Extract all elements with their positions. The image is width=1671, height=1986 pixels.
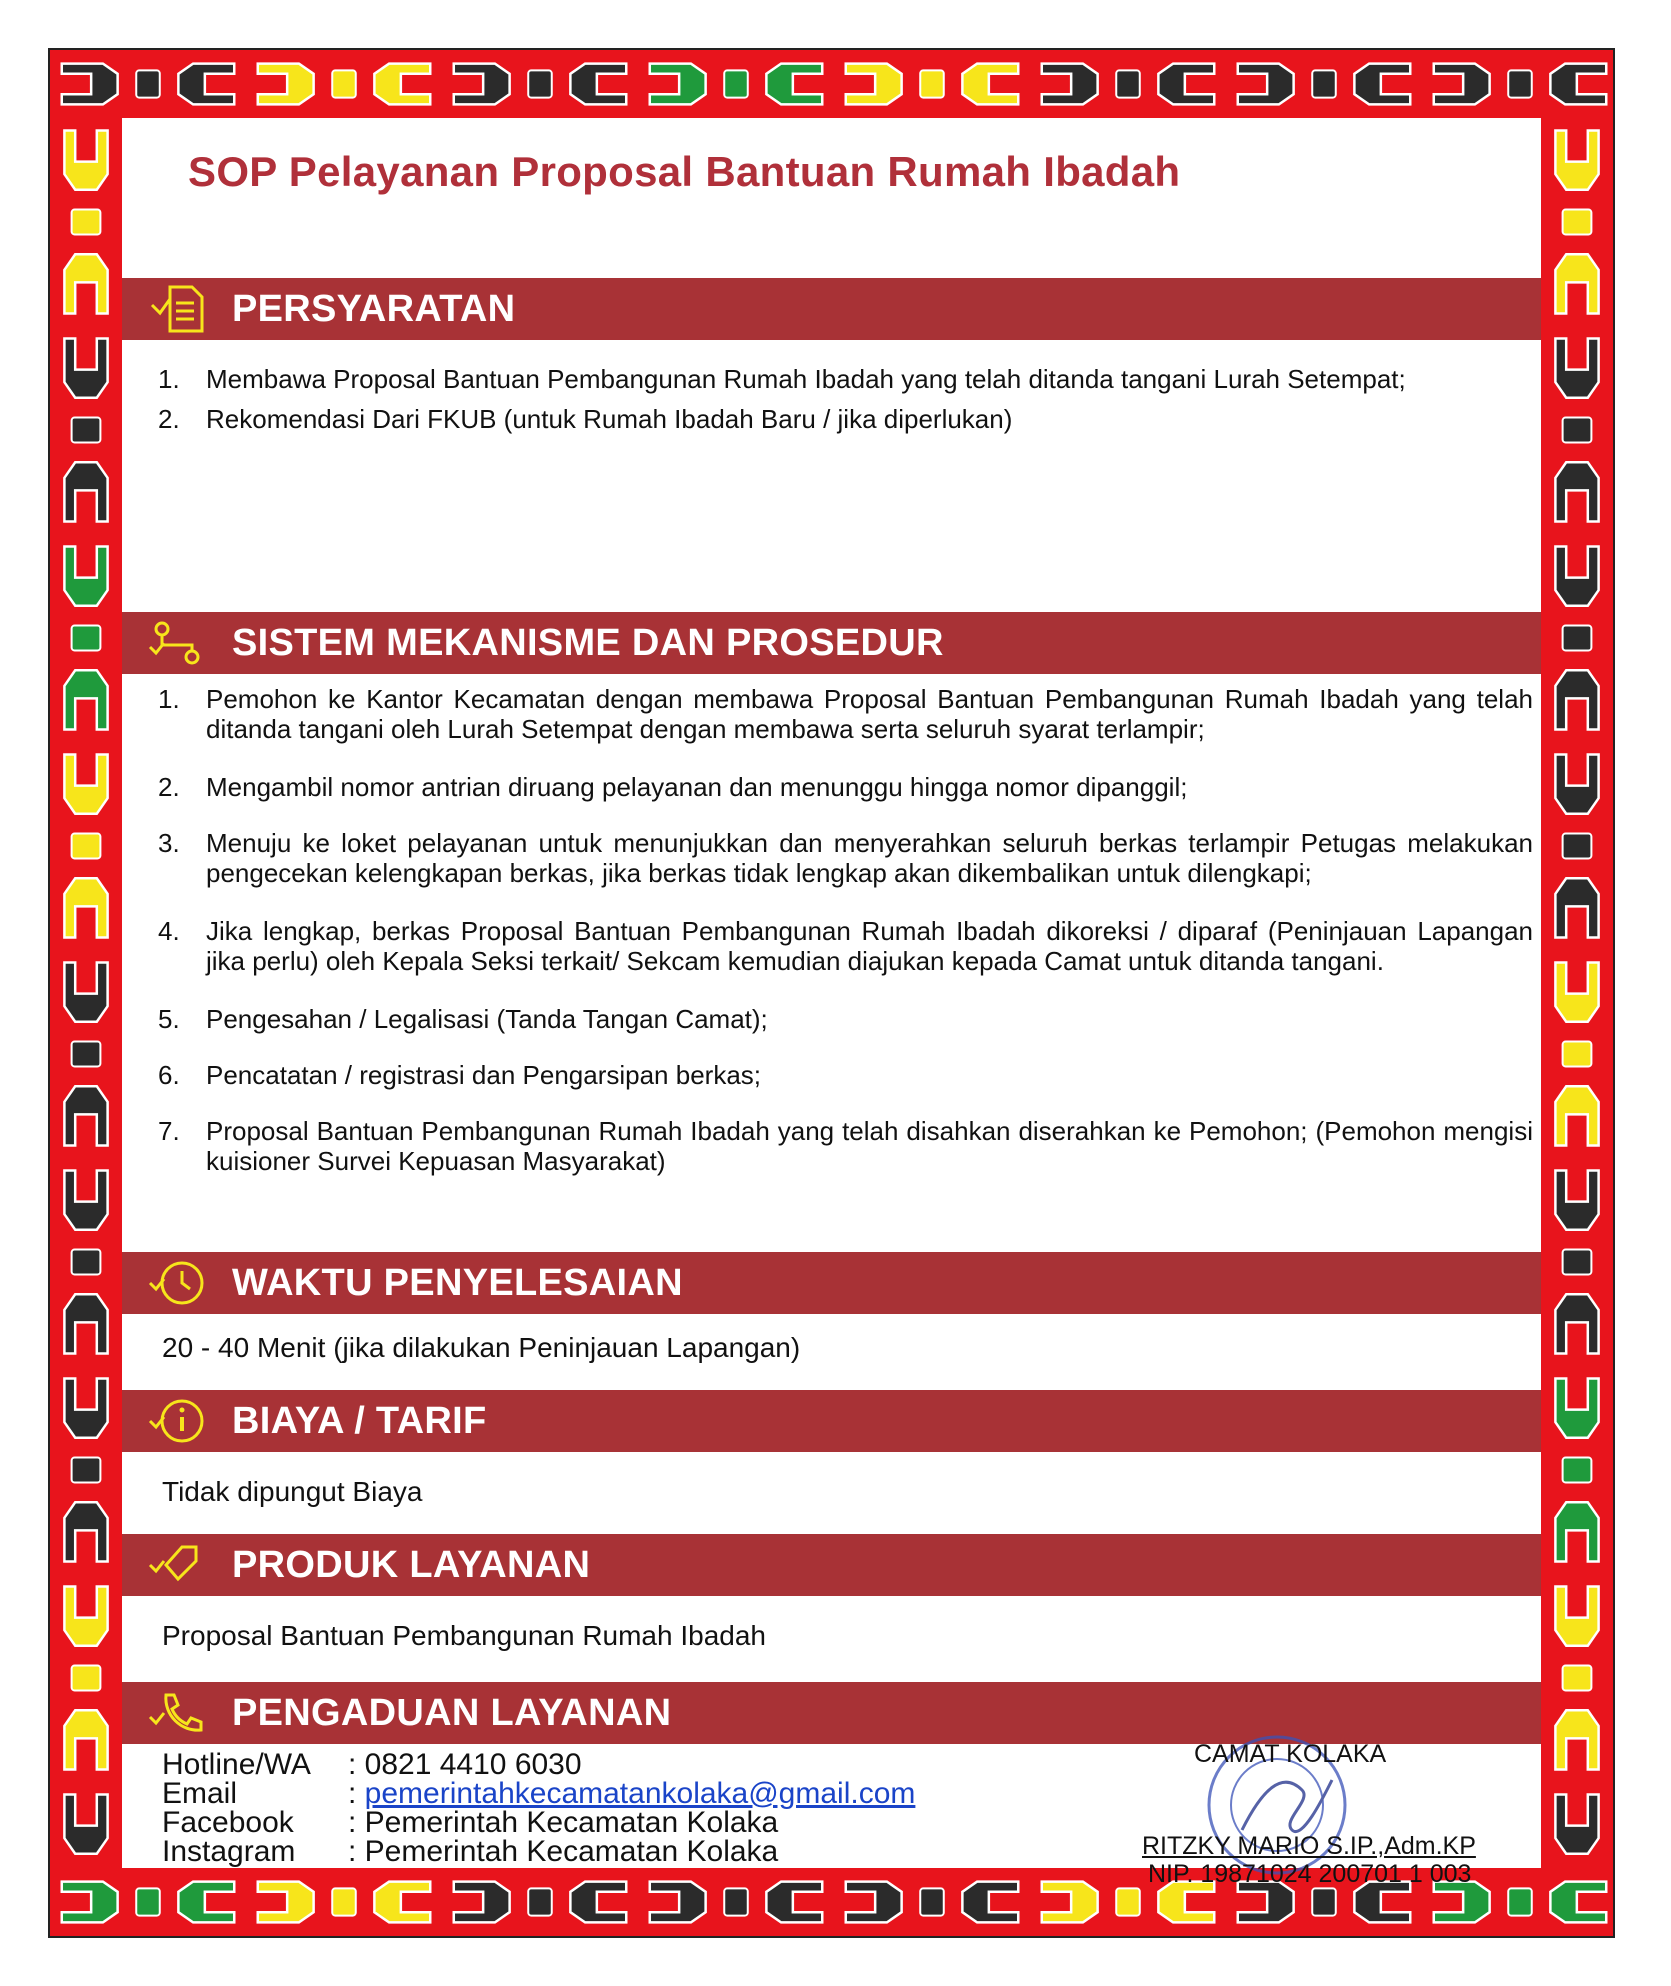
border-motif — [50, 1574, 122, 1782]
tag-icon — [138, 1537, 218, 1593]
border-motif — [50, 1158, 122, 1366]
border-motif — [50, 1366, 122, 1574]
list-item: 3. Menuju ke loket pelayanan untuk menunjukkan dan menyerahkan seluruh berkas terlampir Petugas melakukan pengecekan kelengkapan berkas, jika berkas tidak lengkap akan dikembalikan untuk dilengkapi; — [158, 828, 1533, 888]
border-motif — [834, 1868, 1030, 1936]
list-item: 2. Rekomendasi Dari FKUB (untuk Rumah Ibadah Baru / jika diperlukan) — [158, 404, 1013, 434]
border-motif — [1541, 534, 1613, 742]
section-label: SISTEM MEKANISME DAN PROSEDUR — [232, 621, 944, 664]
produk-text: Proposal Bantuan Pembangunan Rumah Ibadah — [162, 1620, 766, 1651]
content-area — [122, 118, 1541, 1888]
border-motif — [1541, 118, 1613, 326]
page-title: SOP Pelayanan Proposal Bantuan Rumah Ibadah — [188, 148, 1181, 195]
list-item: 1. Membawa Proposal Bantuan Pembangunan Rumah Ibadah yang telah ditanda tangani Lurah Setempat; — [158, 364, 1406, 394]
border-motif — [1541, 950, 1613, 1158]
border-motif — [50, 950, 122, 1158]
persyaratan-list — [158, 364, 1531, 444]
border-motif — [1030, 50, 1226, 118]
border-motif — [1541, 1782, 1613, 1868]
waktu-text: 20 - 40 Menit (jika dilakukan Peninjauan Lapangan) — [162, 1332, 801, 1363]
border-motif — [50, 534, 122, 742]
border-motif — [246, 1868, 442, 1936]
ornament-border-top — [50, 50, 1613, 118]
border-motif — [50, 50, 246, 118]
border-motif — [638, 50, 834, 118]
section-header-prosedur — [122, 612, 1541, 674]
border-motif — [50, 1868, 246, 1936]
signatory-position: CAMAT KOLAKA — [1194, 1740, 1387, 1768]
border-motif — [50, 742, 122, 950]
section-header-waktu — [122, 1252, 1541, 1314]
border-motif — [638, 1868, 834, 1936]
list-item: 4. Jika lengkap, berkas Proposal Bantuan Pembangunan Rumah Ibadah dikoreksi / diparaf (Peninjauan Lapangan jika perlu) oleh Kepala Seksi terkait/ Sekcam kemudian diajukan kepada Camat untuk ditanda tangani. — [158, 916, 1533, 976]
contact-row-hotline: Hotline/WA : 0821 4410 6030 — [162, 1748, 582, 1781]
border-motif — [50, 1782, 122, 1868]
prosedur-list — [158, 684, 1533, 1176]
contact-row-email: Email : pemerintahkecamatankolaka@gmail.com — [162, 1777, 916, 1810]
border-motif — [50, 118, 122, 326]
flow-process-icon — [138, 615, 218, 671]
list-item: 1. Pemohon ke Kantor Kecamatan dengan membawa Proposal Bantuan Pembangunan Rumah Ibadah yang telah ditanda tangani oleh Lurah Setempat dengan membawa serta seluruh syarat terlampir; — [158, 684, 1533, 744]
section-label: BIAYA / TARIF — [232, 1399, 487, 1442]
info-icon — [138, 1393, 218, 1449]
section-label: PENGADUAN LAYANAN — [232, 1691, 672, 1734]
contact-row-instagram: Instagram : Pemerintah Kecamatan Kolaka — [162, 1835, 779, 1868]
border-motif — [1541, 1574, 1613, 1782]
section-header-persyaratan — [122, 278, 1541, 340]
contact-row-facebook: Facebook : Pemerintah Kecamatan Kolaka — [162, 1806, 779, 1839]
section-label: PERSYARATAN — [232, 287, 516, 330]
border-motif — [1541, 326, 1613, 534]
border-motif — [1422, 50, 1613, 118]
border-motif — [834, 50, 1030, 118]
border-motif — [1226, 50, 1422, 118]
list-item: 5. Pengesahan / Legalisasi (Tanda Tangan Camat); — [158, 1004, 768, 1034]
list-item: 6. Pencatatan / registrasi dan Pengarsipan berkas; — [158, 1060, 762, 1090]
section-header-biaya — [122, 1390, 1541, 1452]
contact-info — [162, 1750, 915, 1866]
border-motif — [50, 326, 122, 534]
section-label: PRODUK LAYANAN — [232, 1543, 591, 1586]
document-check-icon — [138, 281, 218, 337]
signatory-nip: NIP. 19871024 200701 1 003 — [1148, 1860, 1472, 1888]
section-header-produk — [122, 1534, 1541, 1596]
border-motif — [442, 1868, 638, 1936]
email-link[interactable]: pemerintahkecamatankolaka@gmail.com — [364, 1777, 916, 1810]
section-label: WAKTU PENYELESAIAN — [232, 1261, 683, 1304]
border-motif — [1541, 1158, 1613, 1366]
ornament-border-left — [50, 118, 122, 1868]
ornament-border-right — [1541, 118, 1613, 1868]
border-motif — [1541, 742, 1613, 950]
list-item: 7. Proposal Bantuan Pembangunan Rumah Ibadah yang telah disahkan diserahkan ke Pemohon; (Pemohon mengisi kuisioner Survei Kepuasan Masyarakat) — [158, 1116, 1533, 1176]
list-item: 2. Mengambil nomor antrian diruang pelayanan dan menunggu hingga nomor dipanggil; — [158, 772, 1188, 802]
sop-poster — [48, 48, 1615, 1938]
phone-icon — [138, 1685, 218, 1741]
border-motif — [246, 50, 442, 118]
border-motif — [442, 50, 638, 118]
clock-icon — [138, 1255, 218, 1311]
border-motif — [1541, 1366, 1613, 1574]
signatory-name: RITZKY MARIO S.IP.,Adm.KP — [1142, 1832, 1476, 1860]
biaya-text: Tidak dipungut Biaya — [162, 1476, 423, 1507]
